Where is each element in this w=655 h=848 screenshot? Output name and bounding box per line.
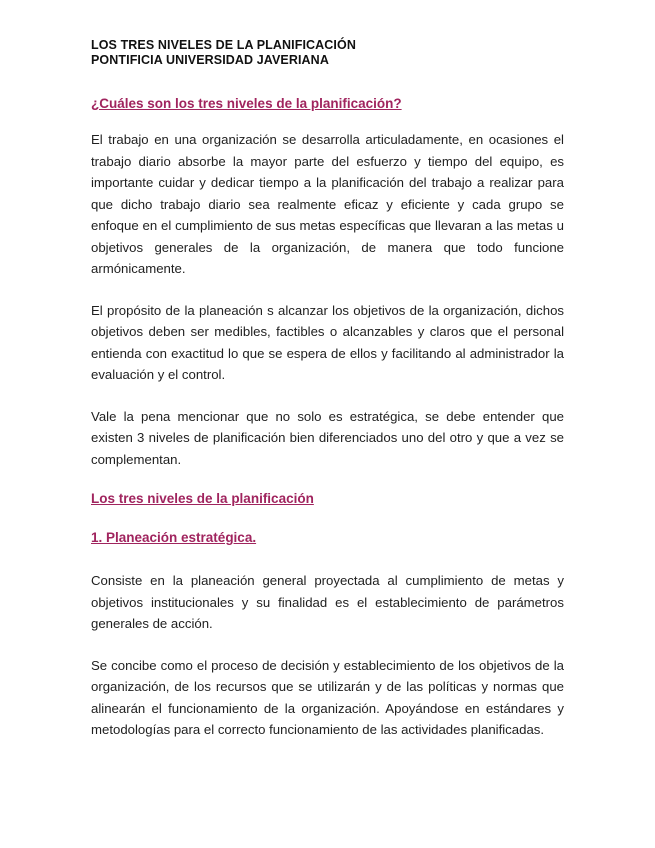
document-subtitle: PONTIFICIA UNIVERSIDAD JAVERIANA (91, 53, 329, 67)
paragraph: Se concibe como el proceso de decisión y establecimiento de los objetivos de la organización, de los recursos que se utilizarán y de las políticas y normas que alinearán el funcionamiento de la organización. Apoyándose en estándares y metodologías para el correcto funcionamiento de las actividades planificadas. (91, 657, 564, 737)
section-heading-question: ¿Cuáles son los tres niveles de la planificación? (91, 96, 402, 111)
paragraph: Consiste en la planeación general proyectada al cumplimiento de metas y objetivos institucionales y su finalidad es el establecimiento de parámetros generales de acción. (91, 573, 564, 631)
document-page (91, 38, 564, 741)
paragraph: Vale la pena mencionar que no solo es estratégica, se debe entender que existen 3 niveles de planificación bien diferenciados uno del otro y que a vez se complementan. (91, 408, 564, 467)
paragraph: El trabajo en una organización se desarrolla articuladamente, en ocasiones el trabajo diario absorbe la mayor parte del esfuerzo y tiempo del equipo, es importante cuidar y dedicar tiempo a la planificación del trabajo a realizar para que dicho trabajo diario sea realmente eficaz y eficiente y cada grupo se enfoque en el cumplimiento de sus metas específicas que llevaran a las metas u objetivos generales de la organización, de manera que todo funcione armónicamente. (91, 132, 564, 276)
section-heading-strategic: 1. Planeación estratégica. (91, 530, 257, 545)
paragraph: El propósito de la planeación s alcanzar los objetivos de la organización, dichos objetivos deben ser medibles, factibles o alcanzables y claros que el personal entienda con exactitud lo que se espera de ellos y facilitando al administrador la evaluación y el control. (91, 302, 564, 382)
section-heading-levels: Los tres niveles de la planificación (91, 491, 314, 506)
document-title: LOS TRES NIVELES DE LA PLANIFICACIÓN (91, 38, 356, 52)
